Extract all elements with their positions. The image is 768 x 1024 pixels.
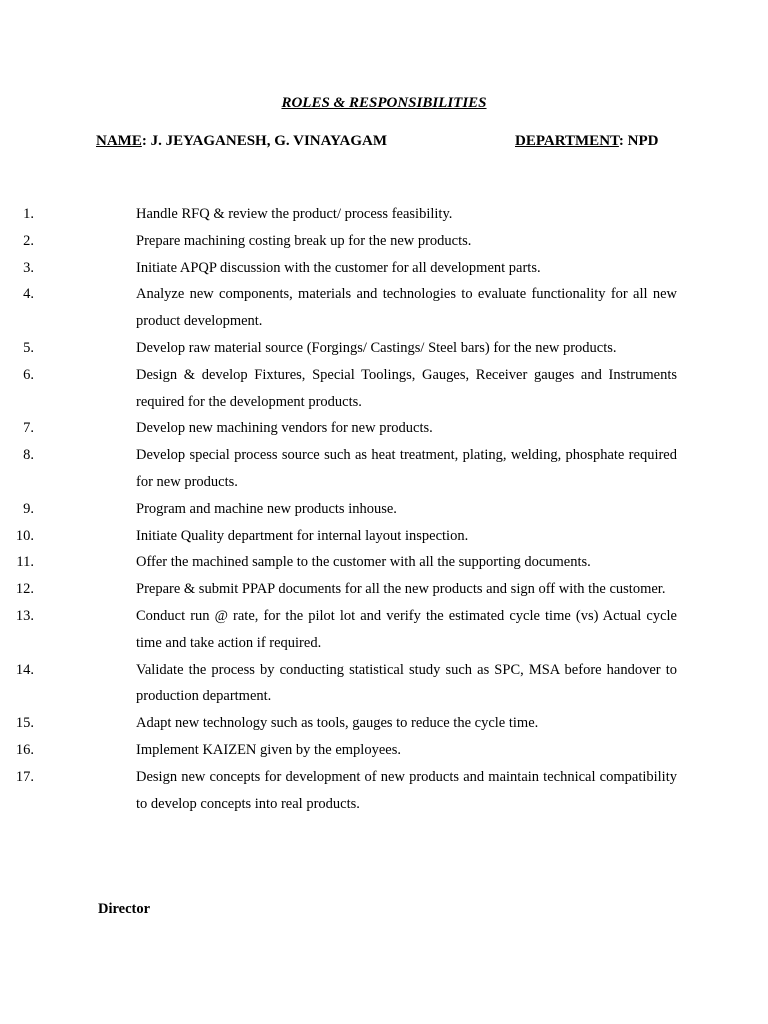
list-item-number: 17. xyxy=(15,768,34,785)
department-value: : NPD xyxy=(618,133,659,149)
list-item-text: Develop special process source such as heat treatment, plating, welding, phosphate required for new products. xyxy=(136,447,677,490)
list-item-number: 9. xyxy=(23,500,34,517)
name-value: : J. JEYAGANESH, G. VINAYAGAM xyxy=(141,133,388,149)
list-item-number: 10. xyxy=(15,527,34,544)
list-item xyxy=(0,549,677,576)
list-item-text: Handle RFQ & review the product/ process feasibility. xyxy=(136,206,453,222)
list-item xyxy=(0,255,677,282)
list-item xyxy=(0,335,677,362)
department-label: DEPARTMENT xyxy=(515,133,619,149)
list-item-number: 4. xyxy=(23,286,34,303)
list-item xyxy=(0,281,677,335)
list-item-text: Program and machine new products inhouse. xyxy=(136,500,397,517)
name-line xyxy=(96,131,387,151)
list-item-text: Develop new machining vendors for new products. xyxy=(136,420,433,437)
list-item-text: Design new concepts for development of new products and maintain technical compatibility to develop concepts into real products. xyxy=(136,768,677,812)
list-item xyxy=(0,201,677,228)
name-label: NAME xyxy=(96,133,142,149)
list-item-text: Validate the process by conducting statistical study such as SPC, MSA before handover to production department. xyxy=(136,661,677,705)
list-item-text: Develop raw material source (Forgings/ Castings/ Steel bars) for the new products. xyxy=(136,339,617,356)
list-item xyxy=(0,415,677,442)
list-item-number: 14. xyxy=(15,661,34,678)
list-item-text: Design & develop Fixtures, Special Toolings, Gauges, Receiver gauges and Instruments required for the development products. xyxy=(136,366,677,410)
list-item-number: 13. xyxy=(15,607,34,624)
list-item-number: 16. xyxy=(15,741,34,758)
list-item xyxy=(0,737,677,764)
list-item xyxy=(0,362,677,416)
list-item-text: Prepare & submit PPAP documents for all the new products and sign off with the customer. xyxy=(136,581,666,598)
signature-label: Director xyxy=(98,901,151,917)
list-item-number: 11. xyxy=(16,554,34,571)
list-item xyxy=(0,523,677,550)
department-line xyxy=(515,131,659,151)
list-item-text: Implement KAIZEN given by the employees. xyxy=(136,741,401,758)
list-item-number: 7. xyxy=(23,420,34,437)
list-item xyxy=(0,710,677,737)
document-title: ROLES & RESPONSIBILITIES xyxy=(281,95,487,111)
list-item-text: Adapt new technology such as tools, gauges to reduce the cycle time. xyxy=(136,715,539,732)
list-item-text: Offer the machined sample to the customer with all the supporting documents. xyxy=(136,554,591,571)
list-item xyxy=(0,228,677,255)
list-item-number: 15. xyxy=(15,715,34,732)
list-item-text: Prepare machining costing break up for the new products. xyxy=(136,232,472,249)
list-item-text: Initiate Quality department for internal layout inspection. xyxy=(136,527,469,544)
list-item-number: 3. xyxy=(23,259,34,276)
list-item xyxy=(0,657,677,711)
list-item-text: Initiate APQP discussion with the customer for all development parts. xyxy=(136,259,541,276)
list-item-text: Conduct run @ rate, for the pilot lot and verify the estimated cycle time (vs) Actual cycle time and take action if required. xyxy=(136,607,677,651)
list-item xyxy=(0,603,677,657)
list-item-number: 5. xyxy=(23,339,34,356)
list-item xyxy=(0,576,677,603)
list-item xyxy=(0,442,677,496)
list-item xyxy=(0,764,677,818)
list-item-number: 6. xyxy=(23,366,34,383)
list-item-text: Analyze new components, materials and technologies to evaluate functionality for all new product development. xyxy=(136,286,677,330)
list-item-number: 12. xyxy=(15,581,34,598)
list-item-number: 2. xyxy=(23,232,34,249)
list-item-number: 8. xyxy=(23,447,34,464)
responsibilities-list xyxy=(0,201,768,817)
list-item-number: 1. xyxy=(23,206,34,222)
list-item xyxy=(0,496,677,523)
